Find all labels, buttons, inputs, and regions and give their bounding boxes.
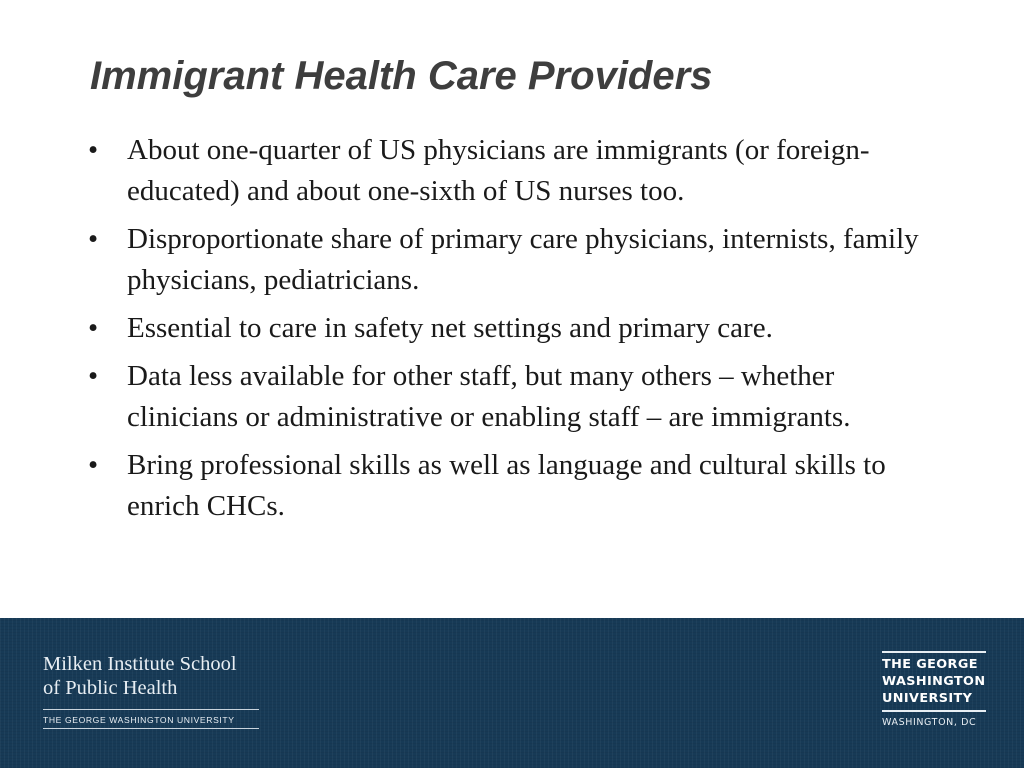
bullet-text: Disproportionate share of primary care physicians, internists, family physicians, pediatricians. [127,223,919,296]
bullet-text: Bring professional skills as well as language and cultural skills to enrich CHCs. [127,449,886,522]
bullet-item [88,445,938,527]
bullet-marker: • [88,134,99,166]
footer-banner [0,618,1024,768]
bullet-item [88,356,938,438]
gwu-logo [882,651,988,729]
gwu-logo-location: WASHINGTON, DC [882,717,977,728]
bullet-list [88,130,938,534]
gwu-logo-line1: THE GEORGE [882,657,978,672]
bullet-marker: • [88,360,99,392]
gwu-logo-top-rule [882,651,986,653]
milken-logo-divider [43,709,259,710]
gwu-logo-line3: UNIVERSITY [882,691,973,706]
slide-title: Immigrant Health Care Providers [90,54,713,98]
bullet-text: About one-quarter of US physicians are immigrants (or foreign-educated) and about one-sixth of US nurses too. [127,134,870,207]
bullet-marker: • [88,449,99,481]
gwu-logo-mid-rule [882,710,986,712]
milken-logo-subline: THE GEORGE WASHINGTON UNIVERSITY [43,715,235,725]
milken-logo-bottom-divider [43,728,259,729]
bullet-marker: • [88,312,99,344]
bullet-text: Essential to care in safety net settings and primary care. [127,312,773,344]
bullet-item [88,308,938,349]
bullet-item [88,130,938,212]
bullet-marker: • [88,223,99,255]
bullet-item [88,219,938,301]
milken-logo-line2: of Public Health [43,677,178,699]
milken-school-logo [43,652,261,729]
milken-logo-line1: Milken Institute School [43,653,237,675]
bullet-text: Data less available for other staff, but many others – whether clinicians or administrative or enabling staff – are immigrants. [127,360,851,433]
gwu-logo-line2: WASHINGTON [882,674,986,689]
